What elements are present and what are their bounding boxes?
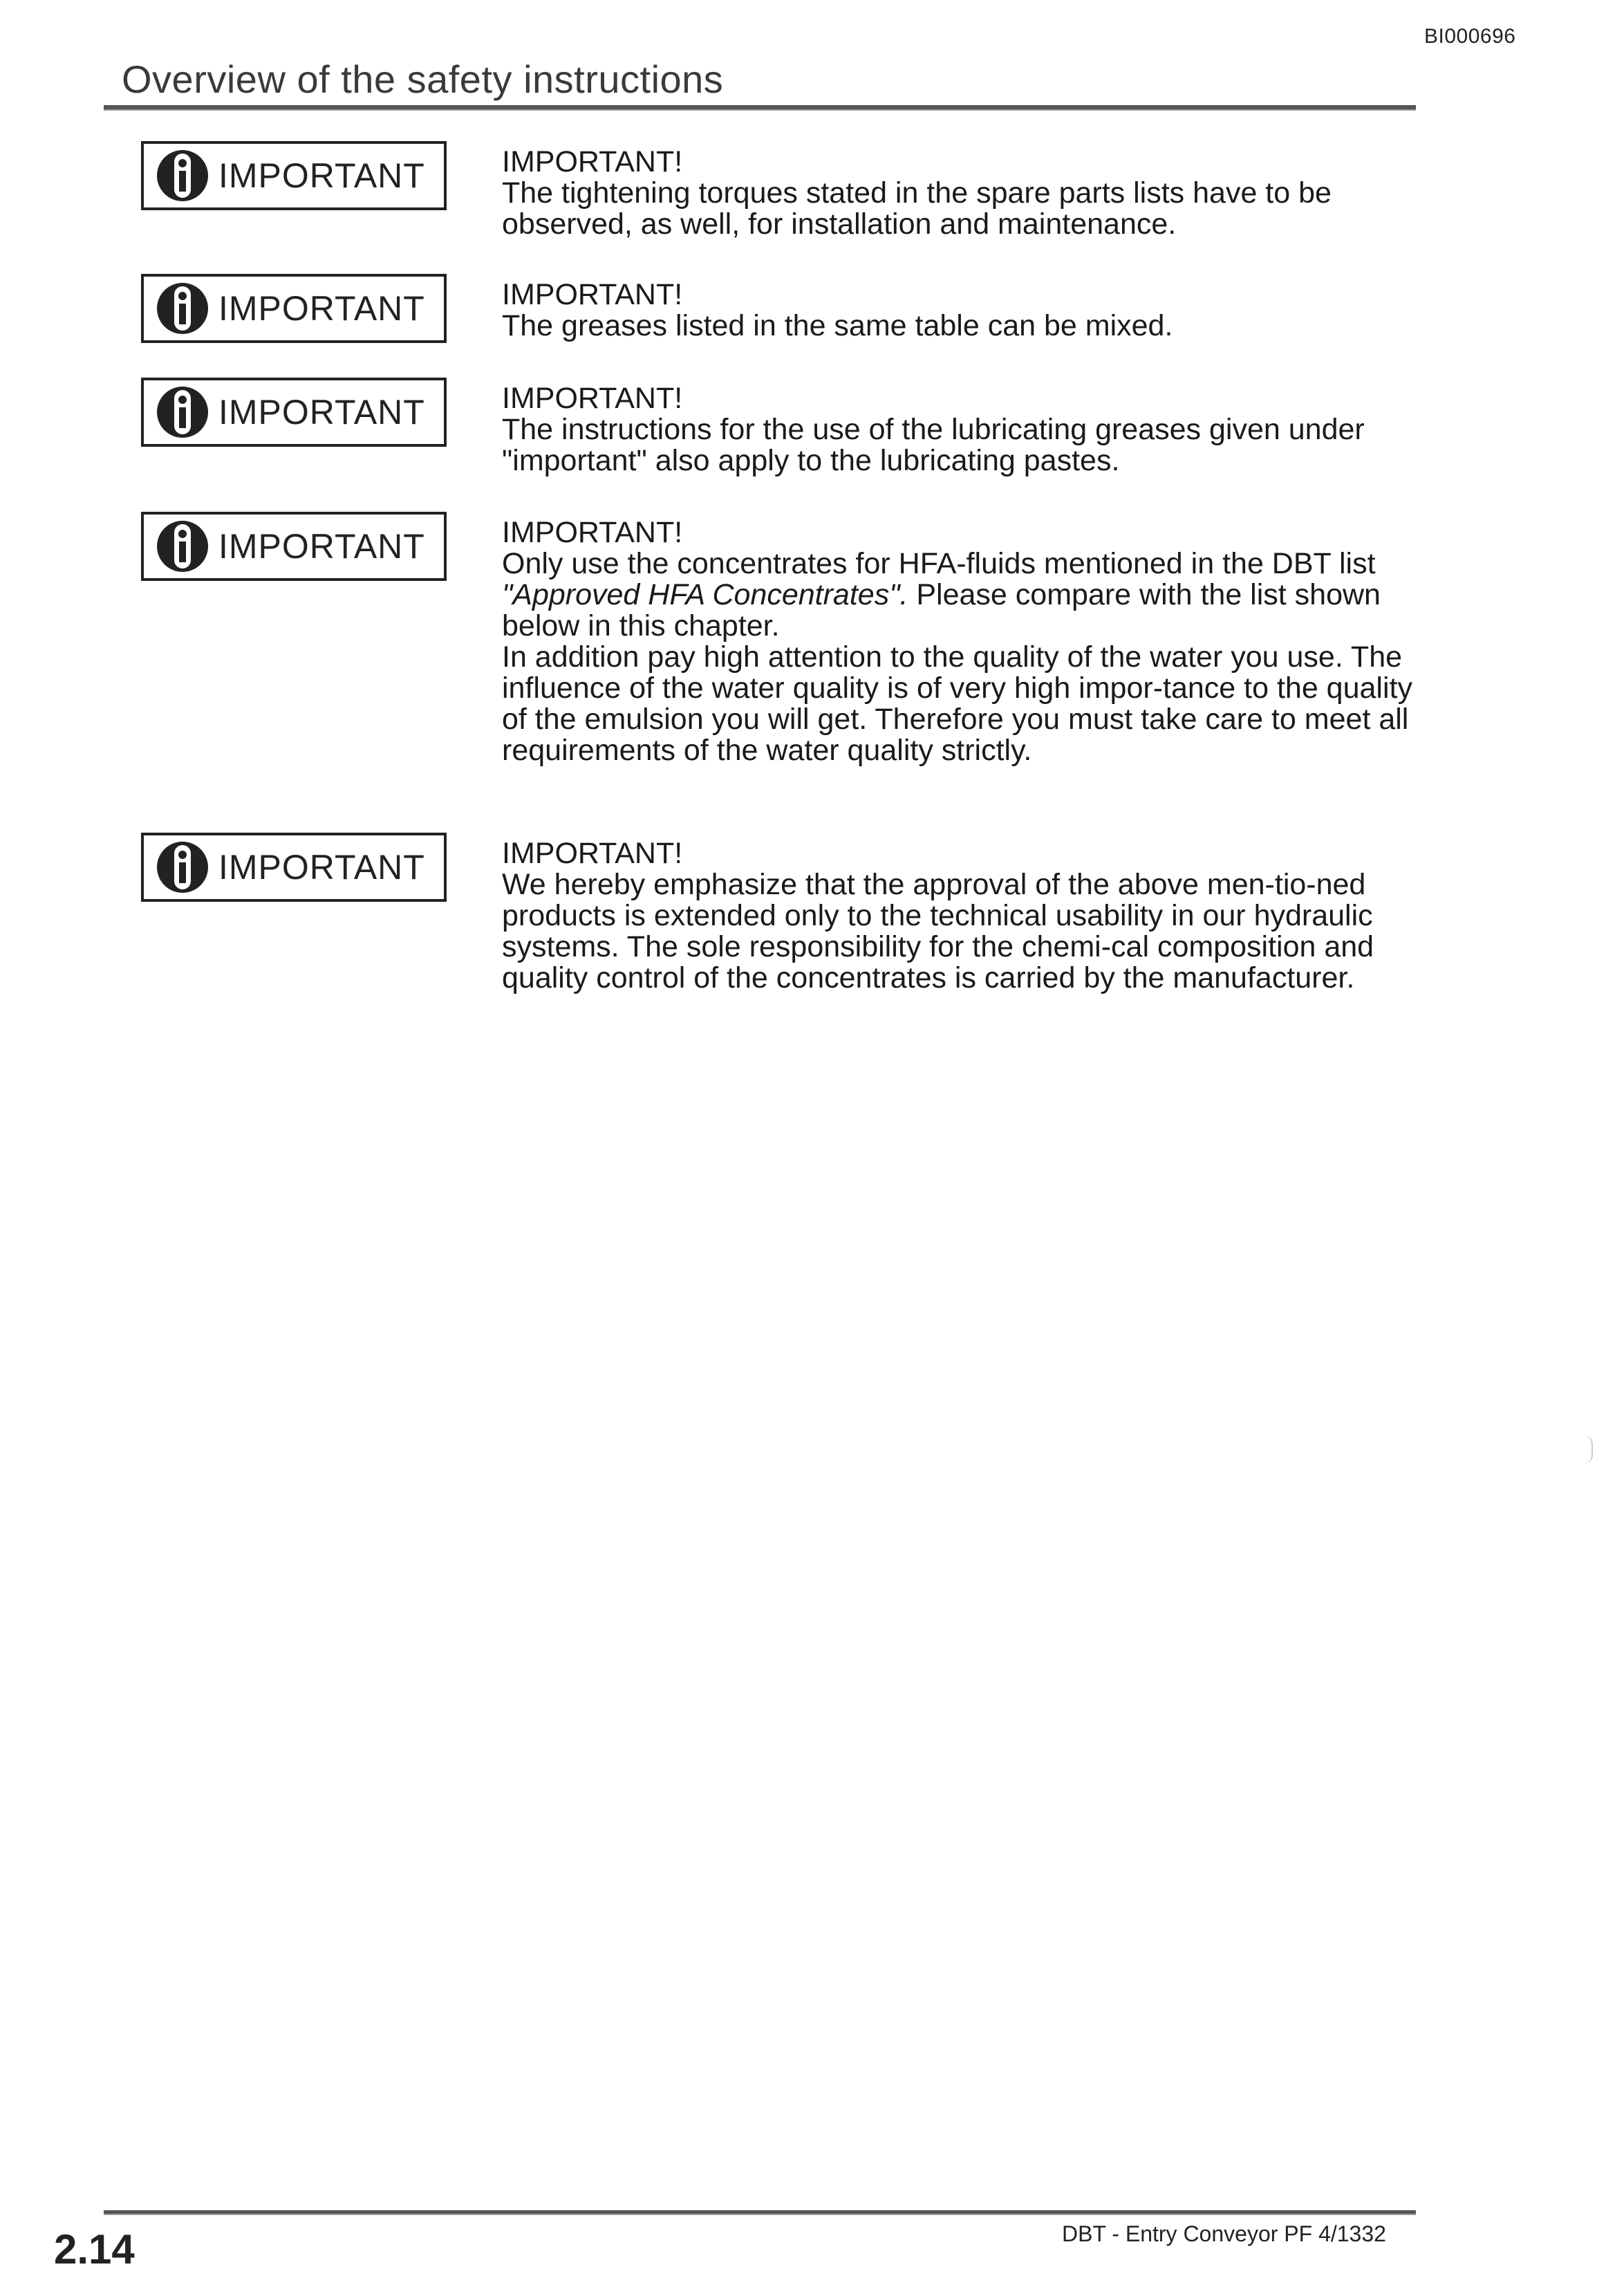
notice-body-part: Only use the concentrates for HFA-fluids mentioned in the DBT list	[502, 547, 1376, 580]
notice-heading: IMPORTANT!	[502, 278, 683, 311]
approved-list-title: "Approved HFA Concentrates".	[502, 578, 908, 611]
important-badge	[141, 274, 447, 343]
important-badge	[141, 141, 447, 210]
notice-text	[502, 147, 1428, 240]
page-number: 2.14	[54, 2226, 135, 2272]
notice-body: In addition pay high attention to the quality of the water you use. The influence of the water quality is of very high impor-tance to the quality of the emulsion you will get. Therefore you must take care to meet all requirements of the water quality strictly.	[502, 640, 1412, 767]
info-icon	[155, 148, 210, 203]
badge-label: IMPORTANT	[218, 156, 425, 195]
notice-text	[502, 383, 1428, 476]
important-badge	[141, 512, 447, 581]
notice-body-part: Please compare with the list shown below in this chapter.	[502, 578, 1381, 642]
footer-rule	[104, 2210, 1416, 2215]
info-icon	[155, 519, 210, 574]
info-icon	[155, 281, 210, 336]
notice-body	[502, 548, 1428, 642]
badge-label: IMPORTANT	[218, 393, 425, 432]
notice-text	[502, 517, 1428, 766]
badge-label: IMPORTANT	[218, 289, 425, 328]
info-icon	[155, 385, 210, 440]
badge-label: IMPORTANT	[218, 848, 425, 887]
title-rule	[104, 105, 1416, 111]
important-badge	[141, 833, 447, 902]
badge-label: IMPORTANT	[218, 527, 425, 566]
notice-heading: IMPORTANT!	[502, 382, 683, 415]
notice-heading: IMPORTANT!	[502, 145, 683, 178]
notice-body: The tightening torques stated in the spare parts lists have to be observed, as well, for installation and maintenance.	[502, 176, 1332, 241]
notice-heading: IMPORTANT!	[502, 516, 683, 549]
document-id: BI000696	[1424, 25, 1516, 48]
notice-text	[502, 838, 1428, 994]
footer-product: DBT - Entry Conveyor PF 4/1332	[1062, 2221, 1386, 2246]
info-icon	[155, 840, 210, 895]
scan-margin-mark	[1585, 1436, 1593, 1463]
section-title: Overview of the safety instructions	[122, 57, 724, 101]
notice-heading: IMPORTANT!	[502, 837, 683, 870]
important-badge	[141, 378, 447, 447]
notice-body: The greases listed in the same table can be mixed.	[502, 309, 1173, 342]
notice-text	[502, 279, 1428, 342]
notice-body: The instructions for the use of the lubricating greases given under "important" also apply to the lubricating pastes.	[502, 413, 1365, 477]
notice-body: We hereby emphasize that the approval of the above men-tio-ned products is extended only to the technical usability in our hydraulic systems. The sole responsibility for the chemi-cal composition and quality control of the concentrates is carried by the manufacturer.	[502, 868, 1374, 994]
